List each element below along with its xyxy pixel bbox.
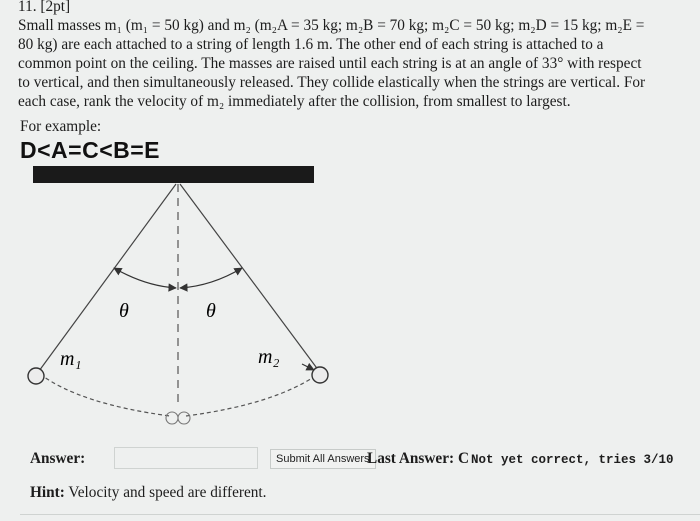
collision-mass-left xyxy=(166,412,178,424)
right-mass-arrow xyxy=(302,364,314,370)
theta-left-label: θ xyxy=(119,300,129,322)
answer-row xyxy=(22,446,700,472)
string-right xyxy=(180,184,319,371)
hint-text: Velocity and speed are different. xyxy=(68,484,267,501)
problem-line-5: each case, rank the velocity of m₂ immediately after the collision, from smallest to largest. xyxy=(18,93,571,110)
hint xyxy=(30,484,266,502)
string-left xyxy=(39,184,176,371)
answer-label: Answer: xyxy=(30,450,86,467)
angle-arc-right xyxy=(180,268,242,288)
problem-number: 11. [2pt] xyxy=(18,0,71,15)
mass-left xyxy=(28,368,44,384)
last-answer-label: Last Answer: xyxy=(367,450,455,467)
problem-line-3: common point on the ceiling. The masses are raised until each string is at an angle of 33° with respect xyxy=(18,55,642,72)
pendulum-diagram xyxy=(0,160,700,445)
problem-line-4: to vertical, and then simultaneously released. They collide elastically when the strings are vertical. For xyxy=(18,74,646,91)
problem-line-2: 80 kg) are each attached to a string of length 1.6 m. The other end of each string is attached to a xyxy=(18,36,604,53)
problem-statement xyxy=(18,0,694,111)
theta-right-label: θ xyxy=(206,300,216,322)
last-answer xyxy=(367,450,674,468)
mass-left-label: m₁ xyxy=(60,348,82,370)
divider xyxy=(20,514,700,515)
hint-label: Hint: xyxy=(30,484,65,501)
example-label: For example: xyxy=(20,118,102,135)
collision-mass-right xyxy=(178,412,190,424)
swing-path xyxy=(40,374,318,416)
angle-arc-left xyxy=(114,268,176,288)
submit-all-answers-button[interactable]: Submit All Answers xyxy=(270,449,376,469)
problem-line-1: Small masses m₁ (m₁ = 50 kg) and m₂ (m₂A = 35 kg; m₂B = 70 kg; m₂C = 50 kg; m₂D = 15 kg; m₂E = xyxy=(18,17,645,34)
mass-right xyxy=(312,367,328,383)
ceiling-bar xyxy=(33,166,314,183)
mass-right-label: m₂ xyxy=(258,346,280,368)
answer-status: Not yet correct, tries 3/10 xyxy=(471,453,674,467)
example-ranking: D<A=C<B=E xyxy=(20,137,161,163)
answer-input[interactable] xyxy=(114,447,258,469)
last-answer-value: C xyxy=(457,450,469,467)
